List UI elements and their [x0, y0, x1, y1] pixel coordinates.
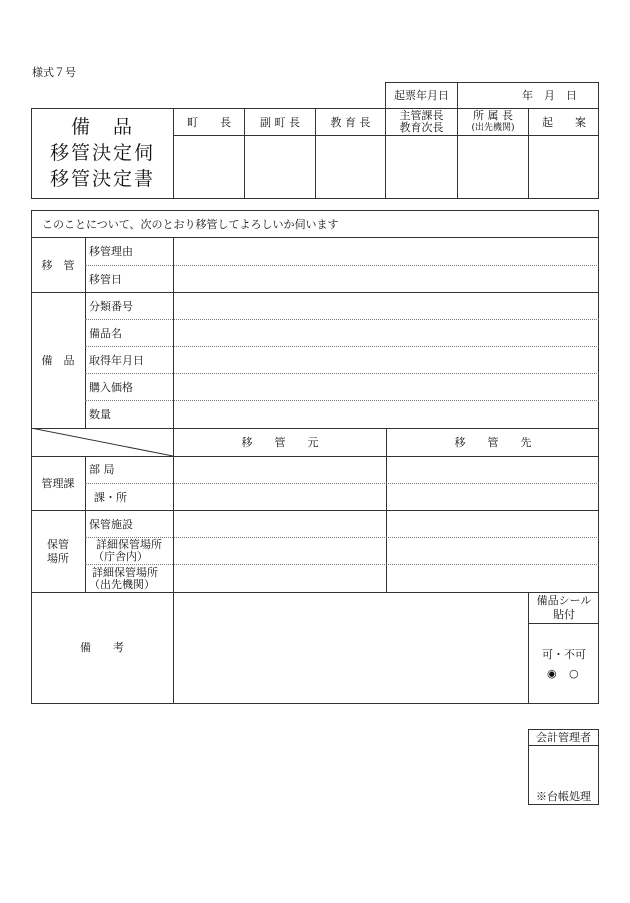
approval-deputy-mayor: 副 町 長	[260, 116, 300, 129]
approval-dept-head: 所 属 長	[473, 109, 513, 122]
department-to-field[interactable]	[387, 457, 599, 483]
detail-branch-label-2: （出先機関）	[89, 578, 155, 591]
section-label: 課・所	[94, 491, 127, 504]
date-value[interactable]: 年 月 日	[522, 89, 577, 102]
approval-branch: (出先機関)	[471, 123, 515, 133]
storage-facility-label: 保管施設	[89, 518, 133, 531]
title-line-3: 移管決定書	[49, 168, 155, 190]
form-title	[32, 114, 173, 192]
remarks-field[interactable]	[174, 593, 528, 703]
department-from-field[interactable]	[174, 457, 386, 483]
title-line-1: 備 品	[70, 116, 134, 138]
item-name-label: 備品名	[89, 327, 122, 340]
storage-facility-from-field[interactable]	[174, 511, 386, 537]
seal-ng-radio[interactable]: ○	[569, 667, 579, 680]
seal-ok-radio[interactable]: ◉	[547, 667, 557, 680]
approval-mayor: 町 長	[187, 116, 231, 129]
item-group-label: 備 品	[41, 354, 75, 367]
storage-group-label-2: 場所	[47, 552, 69, 565]
approval-vice-chief: 教育次長	[399, 121, 444, 134]
accounting-manager-label: 会計管理者	[536, 731, 591, 744]
detail-branch-label-1: 詳細保管場所	[92, 566, 158, 579]
transfer-date-label: 移管日	[89, 273, 122, 286]
storage-facility-to-field[interactable]	[387, 511, 599, 537]
date-label: 起票年月日	[394, 89, 449, 102]
acquired-date-label: 取得年月日	[89, 354, 144, 367]
storage-group-label-1: 保管	[47, 538, 69, 551]
transfer-reason-label: 移管理由	[89, 245, 133, 258]
title-line-2: 移管決定伺	[49, 142, 155, 164]
detail-branch-to-field[interactable]	[387, 565, 599, 592]
quantity-field[interactable]	[174, 401, 598, 428]
section-from-field[interactable]	[174, 484, 386, 510]
to-header: 移 管 先	[454, 436, 532, 449]
accounting-stamp-field[interactable]	[529, 746, 598, 788]
seal-label-2: 貼付	[553, 608, 575, 621]
quantity-label: 数量	[89, 408, 111, 421]
remarks-label: 備 考	[80, 641, 124, 654]
approval-drafter: 起 案	[542, 116, 586, 129]
department-label: 部 局	[89, 463, 115, 476]
intro-text: このことについて、次のとおり移管してよろしいか伺います	[42, 218, 339, 231]
approval-superintendent: 教 育 長	[330, 116, 371, 129]
detail-office-from-field[interactable]	[174, 538, 386, 564]
mgmt-group-label: 管理課	[41, 477, 75, 490]
seal-label-1: 備品シール	[536, 594, 592, 607]
detail-office-label-1: 詳細保管場所	[96, 538, 162, 551]
class-number-label: 分類番号	[89, 300, 133, 313]
purchase-price-label: 購入価格	[89, 381, 133, 394]
approval-chief: 主管課長	[399, 109, 444, 122]
detail-office-label-2: （庁舎内）	[93, 550, 148, 563]
form-number: 様式７号	[32, 66, 76, 79]
detail-office-to-field[interactable]	[387, 538, 599, 564]
seal-options-label: 可・不可	[542, 648, 586, 661]
purchase-price-field[interactable]	[174, 374, 598, 400]
transfer-group-label: 移 管	[41, 259, 75, 272]
detail-branch-from-field[interactable]	[174, 565, 386, 592]
transfer-date-field[interactable]	[174, 266, 598, 292]
ledger-note: ※台帳処理	[536, 790, 591, 803]
item-name-field[interactable]	[174, 320, 598, 346]
from-header: 移 管 元	[241, 436, 319, 449]
transfer-reason-field[interactable]	[174, 238, 598, 265]
class-number-field[interactable]	[174, 293, 598, 319]
acquired-date-field[interactable]	[174, 347, 598, 373]
section-to-field[interactable]	[387, 484, 599, 510]
diagonal-header-cell	[31, 428, 173, 456]
